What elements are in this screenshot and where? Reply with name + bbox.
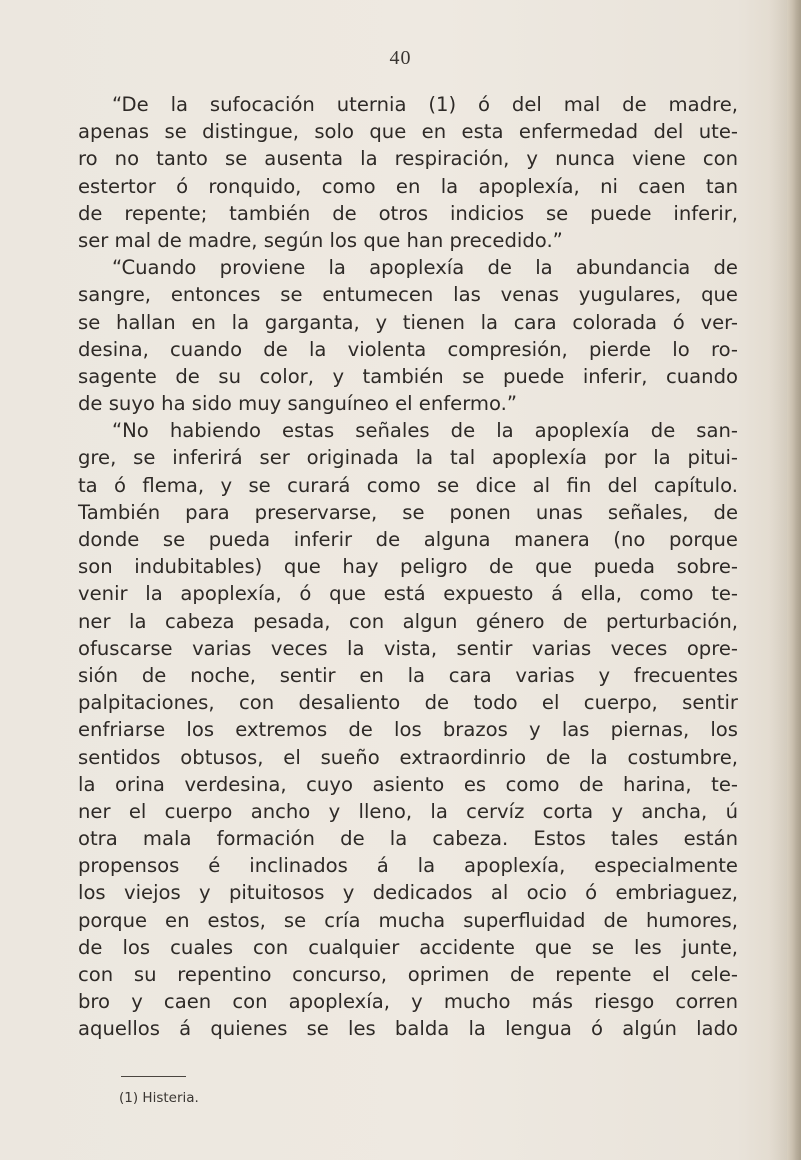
text-line: También para preservarse, se ponen unas señales, de: [78, 500, 738, 524]
text-line: bro y caen con apoplexía, y mucho más riesgo corren: [78, 990, 738, 1014]
page-edge-shadow: [769, 0, 787, 1160]
paragraph: [78, 254, 738, 417]
text-line: de suyo ha sido muy sanguíneo el enfermo.”: [78, 392, 518, 416]
text-line: enfriarse los extremos de los brazos y las piernas, los: [78, 718, 738, 742]
text-line: sangre, entonces se entumecen las venas yugulares, que: [78, 283, 738, 307]
text-line: palpitaciones, con desaliento de todo el cuerpo, sentir: [78, 691, 738, 715]
text-line: la orina verdesina, cuyo asiento es como de harina, te-: [78, 772, 738, 796]
text-line: desina, cuando de la violenta compresión, pierde lo ro-: [78, 337, 738, 361]
page-edge: [787, 0, 801, 1160]
text-line: son indubitables) que hay peligro de que pueda sobre-: [78, 555, 738, 579]
body-text: [78, 91, 738, 1043]
text-line: con su repentino concurso, oprimen de repente el cele-: [78, 963, 738, 986]
text-line: “Cuando proviene la apoplexía de la abundancia de: [112, 256, 738, 280]
page-number: 40: [389, 47, 412, 69]
text-line: donde se pueda inferir de alguna manera (no porque: [78, 528, 738, 551]
text-line: sión de noche, sentir en la cara varias y frecuentes: [78, 663, 738, 687]
text-line: ofuscarse varias veces la vista, sentir varias veces opre-: [78, 636, 738, 660]
text-line: aquellos á quienes se les balda la lengua ó algún lado: [78, 1017, 738, 1041]
text-line: apenas se distingue, solo que en esta enfermedad del ute-: [78, 120, 738, 144]
text-line: “No habiendo estas señales de la apoplexía de san-: [112, 419, 738, 443]
text-line: porque en estos, se cría mucha superfluidad de humores,: [78, 908, 738, 932]
text-line: ser mal de madre, según los que han precedido.”: [78, 228, 563, 252]
text-line: gre, se inferirá ser originada la tal apoplexía por la pitui-: [78, 446, 738, 470]
footnote-divider: [121, 1076, 186, 1077]
paragraph: [78, 91, 738, 254]
text-line: los viejos y pituitosos y dedicados al ocio ó embriaguez,: [78, 881, 738, 905]
text-line: ner la cabeza pesada, con algun género de perturbación,: [78, 609, 738, 633]
text-line: otra mala formación de la cabeza. Estos tales están: [78, 827, 738, 851]
text-line: sentidos obtusos, el sueño extraordinrio de la costumbre,: [78, 745, 738, 769]
text-line: propensos é inclinados á la apoplexía, especialmente: [78, 854, 738, 878]
paragraph: [78, 417, 738, 1042]
text-line: estertor ó ronquido, como en la apoplexía, ni caen tan: [78, 174, 738, 198]
text-line: de repente; también de otros indicios se puede inferir,: [78, 201, 738, 225]
footnote: (1) Histeria.: [119, 1090, 199, 1106]
text-line: sagente de su color, y también se puede inferir, cuando: [78, 364, 738, 388]
text-line: se hallan en la garganta, y tienen la cara colorada ó ver-: [78, 310, 738, 334]
text-line: de los cuales con cualquier accidente que se les junte,: [78, 935, 738, 959]
text-line: ro no tanto se ausenta la respiración, y nunca viene con: [78, 147, 738, 171]
text-line: venir la apoplexía, ó que está expuesto á ella, como te-: [78, 582, 738, 606]
text-line: ta ó flema, y se curará como se dice al fin del capítulo.: [78, 473, 738, 497]
text-line: “De la sufocación uternia (1) ó del mal de madre,: [112, 93, 738, 116]
text-line: ner el cuerpo ancho y lleno, la cervíz corta y ancha, ú: [78, 799, 738, 823]
